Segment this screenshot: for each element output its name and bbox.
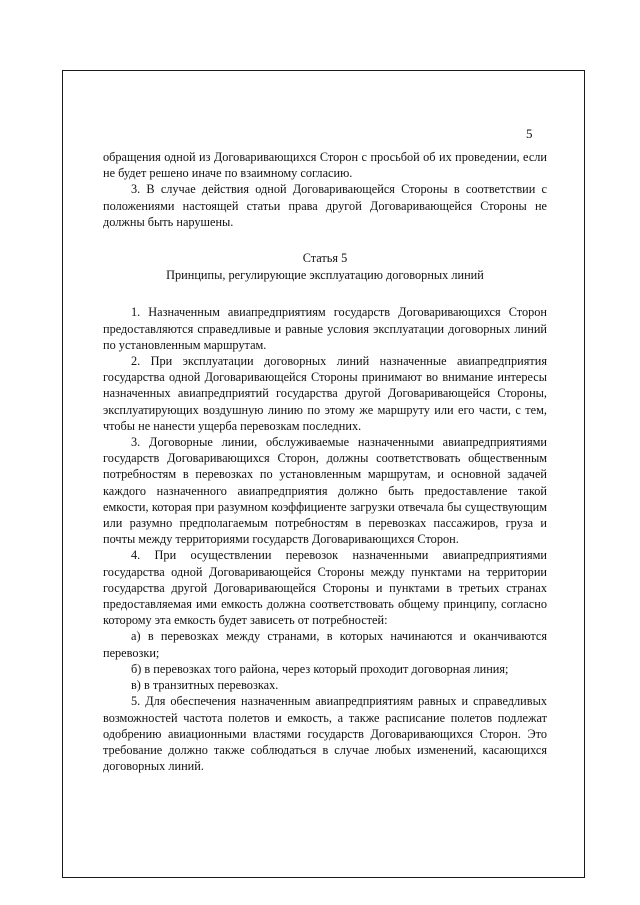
spacer [103,283,547,304]
document-body [103,149,547,774]
article-paragraph-2: 2. При эксплуатации договорных линий назначенные авиапредприятия государства одной Договаривающейся Стороны принимают во внимание интересы назначенных авиапредприятий государства другой Договаривающейся Стороны, эксплуатирующих воздушную линию по этому же маршруту или его части, с тем, чтобы не нанести ущерба перевозкам последних. [103,354,547,433]
article-paragraph-5: 5. Для обеспечения назначенным авиапредприятиям равных и справедливых возможностей частота полетов и емкость, а также расписание полетов подлежат одобрению авиационными властями государств Договаривающихся Сторон. Это требование должно также соблюдаться в случае любых изменений, касающихся договорных линий. [103,694,547,774]
page-number: 5 [526,126,533,141]
article-paragraph-4b: б) в перевозках того района, через который проходит договорная линия; [131,661,509,676]
article-paragraph-4c: в) в транзитных перевозках. [131,678,279,693]
article-heading: Статья 5 [302,251,348,266]
spacer [103,230,547,250]
article-paragraph-1: 1. Назначенным авиапредприятиям государств Договаривающихся Сторон предоставляются справедливые и равные условия эксплуатации договорных линий по установленным маршрутам. [103,305,547,352]
article-paragraph-3: 3. Договорные линии, обслуживаемые назначенными авиапредприятиями государств Договаривающихся Сторон, должны соответствовать общественным потребностям в перевозках по установленным маршрутам, и основной задачей каждого назначенного авиапредприятия должно быть предоставление такой емкости, которая при разумном коэффициенте загрузки отвечала бы существующим или разумно предполагаемым потребностям в перевозках пассажиров, груза и почты между территориями государств Договаривающихся Сторон. [103,435,547,547]
paragraph-clause-3: 3. В случае действия одной Договаривающейся Стороны в соответствии с положениями настоящей статьи права другой Договаривающейся Стороны не должны быть нарушены. [103,182,547,229]
article-paragraph-4: 4. При осуществлении перевозок назначенными авиапредприятиями государства одной Договаривающейся Стороны между пунктами на территории государства другой Договаривающейся Стороны и пунктами в третьих странах предоставляемая ими емкость должна соответствовать общему принципу, согласно которому эта емкость будет зависеть от потребностей: [103,548,547,628]
article-paragraph-4a: а) в перевозках между странами, в которых начинаются и оканчиваются перевозки; [103,629,547,660]
paragraph-continuation: обращения одной из Договаривающихся Сторон с просьбой об их проведении, если не будет решено иначе по взаимному согласию. [103,150,547,181]
article-title: Принципы, регулирующие эксплуатацию договорных линий [166,268,484,283]
